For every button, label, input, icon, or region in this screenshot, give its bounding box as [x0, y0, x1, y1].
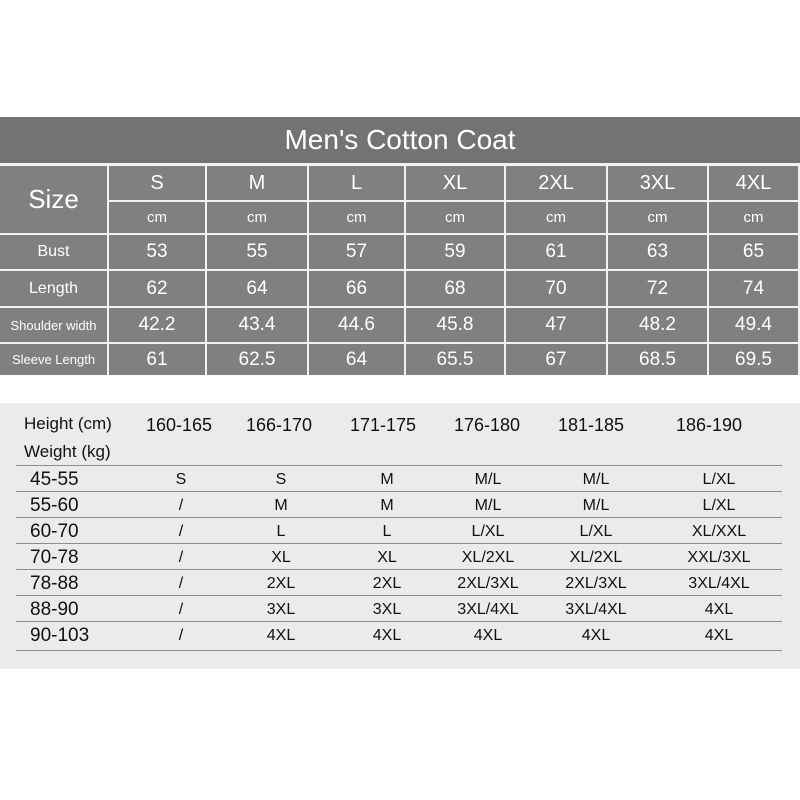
recommended-size: 3XL/4XL	[565, 601, 627, 618]
size-header-4xl: 4XL	[709, 166, 798, 200]
recommended-size: L/XL	[702, 497, 736, 514]
recommended-size: /	[178, 575, 184, 592]
recommended-size: /	[178, 523, 184, 540]
measurement-value: 62	[109, 271, 205, 306]
measurement-label: Sleeve Length	[0, 344, 107, 375]
size-header-s: S	[109, 166, 205, 200]
weight-range: 90-103	[30, 625, 90, 646]
unit-label: cm	[506, 202, 606, 233]
size-chart-table	[0, 117, 800, 375]
recommended-size: M	[274, 497, 288, 514]
recommended-size: M	[380, 497, 394, 514]
row-divider	[16, 569, 782, 570]
height-range-header: 176-180	[453, 415, 521, 435]
measurement-value: 65	[709, 235, 798, 269]
measurement-value: 57	[309, 235, 404, 269]
row-divider	[16, 465, 782, 466]
row-divider	[16, 517, 782, 518]
recommended-size: L/XL	[702, 471, 736, 488]
measurement-value: 61	[506, 235, 606, 269]
size-header-m: M	[207, 166, 307, 200]
size-recommendation-table	[0, 403, 800, 669]
unit-label: cm	[207, 202, 307, 233]
recommended-size: L/XL	[471, 523, 505, 540]
measurement-value: 67	[506, 344, 606, 375]
recommended-size: XXL/3XL	[687, 549, 751, 566]
recommended-size: 2XL/3XL	[457, 575, 519, 592]
weight-range: 88-90	[30, 599, 79, 620]
recommended-size: M/L	[474, 497, 502, 514]
recommended-size: 3XL/4XL	[688, 575, 750, 592]
measurement-value: 42.2	[109, 308, 205, 342]
weight-range: 55-60	[30, 495, 79, 516]
unit-label: cm	[309, 202, 404, 233]
measurement-value: 63	[608, 235, 707, 269]
recommended-size: /	[178, 627, 184, 644]
measurement-value: 47	[506, 308, 606, 342]
measurement-value: 61	[109, 344, 205, 375]
recommended-size: /	[178, 497, 184, 514]
row-divider	[16, 650, 782, 651]
recommended-size: 3XL	[372, 601, 402, 618]
measurement-value: 44.6	[309, 308, 404, 342]
measurement-value: 45.8	[406, 308, 504, 342]
recommended-size: M/L	[582, 497, 610, 514]
size-header-xl: XL	[406, 166, 504, 200]
recommended-size: 4XL	[266, 627, 296, 644]
size-header-l: L	[309, 166, 404, 200]
recommended-size: XL/2XL	[461, 549, 515, 566]
measurement-value: 59	[406, 235, 504, 269]
recommended-size: XL/2XL	[569, 549, 623, 566]
recommended-size: 3XL	[266, 601, 296, 618]
height-label: Height (cm)	[24, 414, 112, 433]
recommended-size: /	[178, 549, 184, 566]
measurement-value: 74	[709, 271, 798, 306]
row-divider	[16, 595, 782, 596]
measurement-value: 69.5	[709, 344, 798, 375]
recommended-size: 4XL	[704, 627, 734, 644]
size-label: Size	[0, 166, 107, 233]
recommended-size: M/L	[474, 471, 502, 488]
measurement-value: 64	[207, 271, 307, 306]
recommended-size: XL	[271, 549, 291, 566]
recommended-size: 2XL	[266, 575, 296, 592]
measurement-value: 65.5	[406, 344, 504, 375]
size-chart-title: Men's Cotton Coat	[0, 117, 800, 163]
recommended-size: M/L	[582, 471, 610, 488]
recommended-size: M	[380, 471, 394, 488]
unit-label: cm	[709, 202, 798, 233]
measurement-value: 64	[309, 344, 404, 375]
recommended-size: S	[275, 471, 287, 488]
unit-label: cm	[608, 202, 707, 233]
measurement-value: 53	[109, 235, 205, 269]
measurement-value: 70	[506, 271, 606, 306]
recommended-size: 4XL	[704, 601, 734, 618]
recommended-size: S	[175, 471, 187, 488]
recommended-size: L/XL	[579, 523, 613, 540]
size-header-2xl: 2XL	[506, 166, 606, 200]
unit-label: cm	[109, 202, 205, 233]
row-divider	[16, 543, 782, 544]
measurement-value: 66	[309, 271, 404, 306]
recommended-size: 4XL	[581, 627, 611, 644]
weight-range: 60-70	[30, 521, 79, 542]
recommended-size: 2XL/3XL	[565, 575, 627, 592]
height-range-header: 181-185	[557, 415, 625, 435]
size-header-3xl: 3XL	[608, 166, 707, 200]
measurement-label: Bust	[0, 235, 107, 269]
recommended-size: L	[276, 523, 286, 540]
measurement-value: 68	[406, 271, 504, 306]
height-range-header: 186-190	[675, 415, 743, 435]
height-range-header: 171-175	[349, 415, 417, 435]
unit-label: cm	[406, 202, 504, 233]
weight-range: 45-55	[30, 469, 79, 490]
weight-range: 70-78	[30, 547, 79, 568]
weight-range: 78-88	[30, 573, 79, 594]
measurement-value: 55	[207, 235, 307, 269]
recommended-size: /	[178, 601, 184, 618]
weight-label: Weight (kg)	[24, 442, 111, 461]
recommended-size: 4XL	[473, 627, 503, 644]
recommended-size: 4XL	[372, 627, 402, 644]
recommended-size: 3XL/4XL	[457, 601, 519, 618]
height-range-header: 166-170	[245, 415, 313, 435]
measurement-value: 48.2	[608, 308, 707, 342]
measurement-value: 68.5	[608, 344, 707, 375]
measurement-label: Shoulder width	[0, 308, 107, 342]
recommended-size: 2XL	[372, 575, 402, 592]
recommended-size: XL	[377, 549, 397, 566]
measurement-value: 49.4	[709, 308, 798, 342]
height-range-header: 160-165	[145, 415, 213, 435]
row-divider	[16, 491, 782, 492]
measurement-value: 72	[608, 271, 707, 306]
measurement-label: Length	[0, 271, 107, 306]
recommended-size: L	[382, 523, 392, 540]
measurement-value: 62.5	[207, 344, 307, 375]
measurement-value: 43.4	[207, 308, 307, 342]
recommended-size: XL/XXL	[691, 523, 747, 540]
row-divider	[16, 621, 782, 622]
